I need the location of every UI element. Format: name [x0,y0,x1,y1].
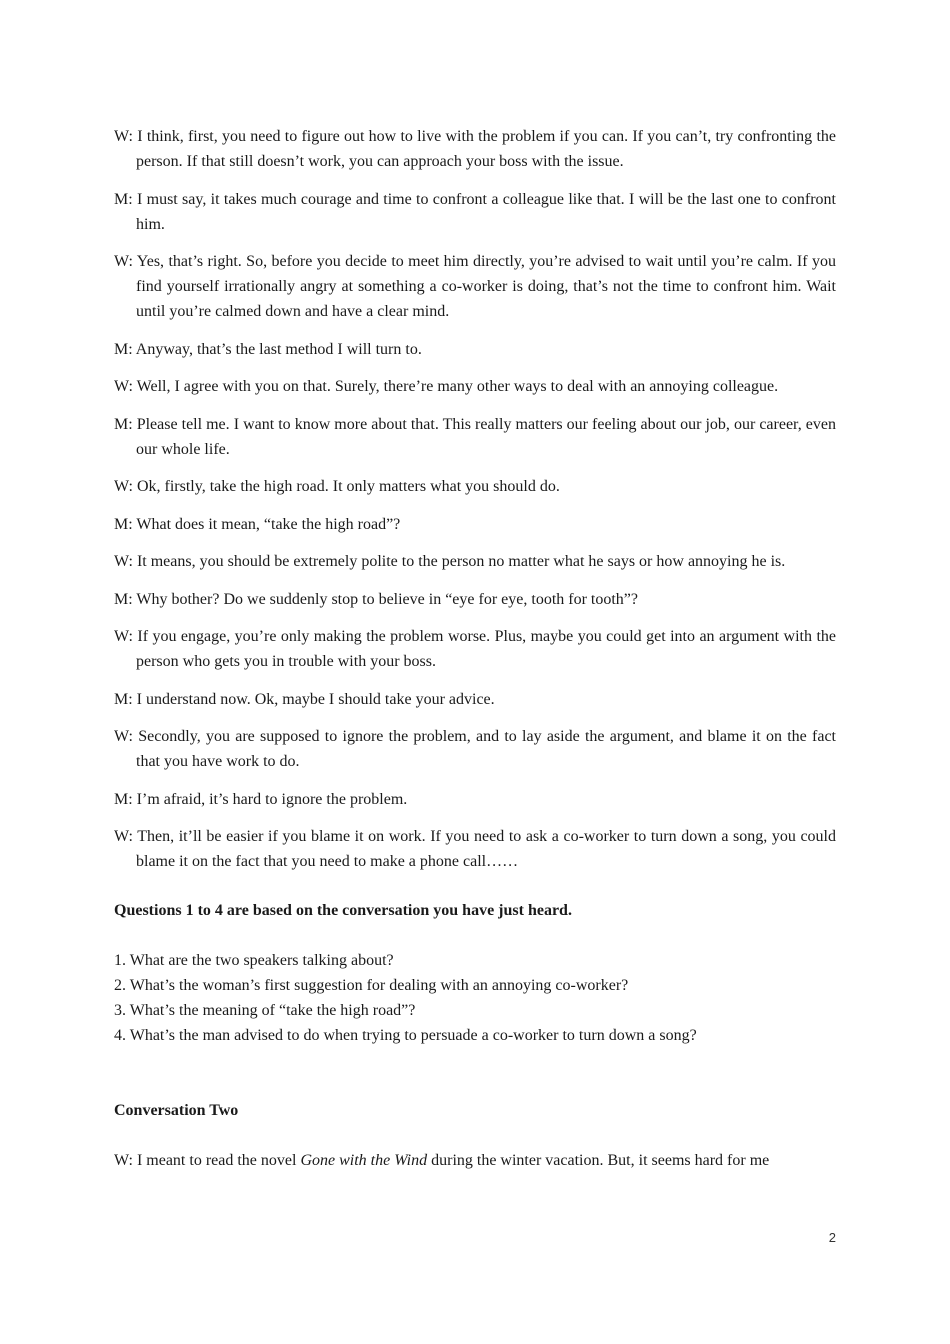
dialogue-turn [114,1148,836,1173]
questions-list [114,948,836,1048]
dialogue-turn: M: I’m afraid, it’s hard to ignore the problem. [114,790,408,808]
conversation-two-heading: Conversation Two [114,1102,239,1119]
dialogue-turn: W: Ok, firstly, take the high road. It only matters what you should do. [114,478,560,495]
dialogue-turn: M: What does it mean, “take the high road”? [114,515,401,533]
dialogue-turn: W: It means, you should be extremely polite to the person no matter what he says or how annoying he is. [114,553,786,570]
dialogue-turn: W: Then, it’ll be easier if you blame it on work. If you need to ask a co-worker to turn down a song, you could blame it on the fact that you need to make a phone call…… [114,828,836,870]
dialogue-turn: W: Secondly, you are supposed to ignore the problem, and to lay aside the argument, and blame it on the fact that you have work to do. [114,728,836,770]
page-number: 2 [828,1230,836,1245]
dialogue-turn: M: I understand now. Ok, maybe I should take your advice. [114,690,495,708]
dialogue-turn: W: Yes, that’s right. So, before you decide to meet him directly, you’re advised to wait until you’re calm. If you find yourself irrationally angry at something a co-worker is doing, that’s not the time to confront him. Wait until you’re calmed down and have a clear mind. [114,253,836,320]
dialogue-turn: M: Why bother? Do we suddenly stop to believe in “eye for eye, tooth for tooth”? [114,590,639,608]
dialogue-turn: W: Well, I agree with you on that. Surely, there’re many other ways to deal with an annoying colleague. [114,378,779,395]
dialogue-turn: M: Please tell me. I want to know more about that. This really matters our feeling about our job, our career, even our whole life. [114,415,836,458]
question-item: 1. What are the two speakers talking about? [114,952,394,969]
document-page [114,124,836,1186]
dialogue-turn: W: If you engage, you’re only making the problem worse. Plus, maybe you could get into an argument with the person who gets you in trouble with your boss. [114,628,836,670]
dialogue-text: W: I meant to read the novel [114,1152,301,1169]
dialogue-text: during the winter vacation. But, it seems hard for me [427,1152,770,1169]
dialogue-turn: M: I must say, it takes much courage and time to confront a colleague like that. I will be the last one to confront him. [114,190,836,233]
question-item: 4. What’s the man advised to do when trying to persuade a co-worker to turn down a song? [114,1027,697,1044]
question-item: 3. What’s the meaning of “take the high road”? [114,1002,416,1019]
novel-title: Gone with the Wind [300,1152,428,1169]
dialogue-turn: M: Anyway, that’s the last method I will turn to. [114,340,422,358]
dialogue-turn: W: I think, first, you need to figure out how to live with the problem if you can. If you can’t, try confronting the person. If that still doesn’t work, you can approach your boss with the issue. [114,128,836,170]
questions-heading: Questions 1 to 4 are based on the conversation you have just heard. [114,902,572,919]
question-item: 2. What’s the woman’s first suggestion for dealing with an annoying co-worker? [114,977,629,994]
